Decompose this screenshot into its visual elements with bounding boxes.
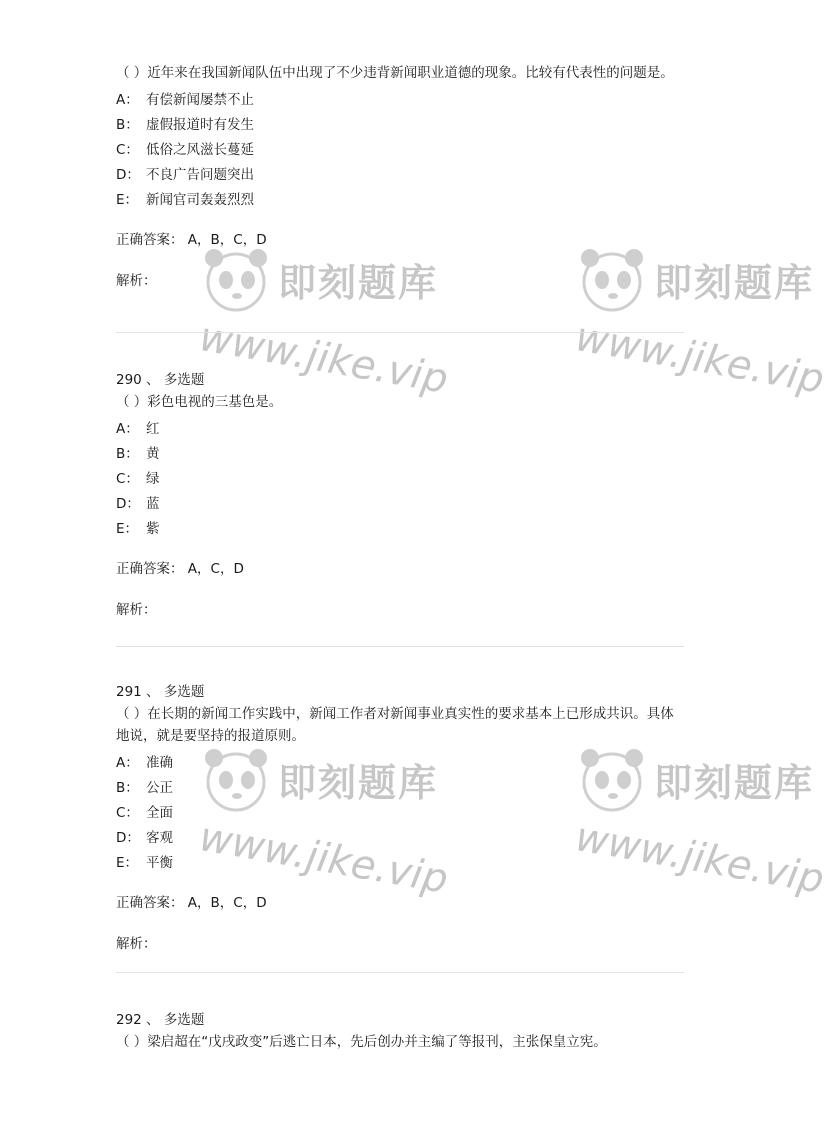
divider <box>116 972 684 973</box>
option-text: 有偿新闻屡禁不止 <box>146 92 254 108</box>
question-block-291 <box>116 681 684 954</box>
option-text: 红 <box>146 421 160 437</box>
option-c <box>116 801 684 826</box>
question-stem: （ ）近年来在我国新闻队伍中出现了不少违背新闻职业道德的现象。比较有代表性的问题是。 <box>116 65 674 81</box>
question-stem: （ ）梁启超在“戊戌政变”后逃亡日本，先后创办并主编了等报刊，主张保皇立宪。 <box>116 1034 607 1050</box>
option-d <box>116 826 684 851</box>
analysis-label: 解析： <box>116 936 157 952</box>
option-d <box>116 492 684 517</box>
option-c <box>116 138 684 163</box>
analysis-label: 解析： <box>116 602 157 618</box>
option-letter: B： <box>116 446 139 462</box>
option-letter: B： <box>116 780 139 796</box>
correct-answer: 正确答案： A，B，C，D <box>116 895 267 911</box>
option-text: 黄 <box>146 446 160 462</box>
option-letter: A： <box>116 755 139 771</box>
option-c <box>116 467 684 492</box>
option-text: 平衡 <box>146 855 173 871</box>
option-text: 不良广告问题突出 <box>146 167 254 183</box>
correct-answer: 正确答案： A，B，C，D <box>116 232 267 248</box>
watermark-brand: 即刻题库 <box>654 261 815 305</box>
question-block-prev <box>116 62 684 291</box>
question-stem: （ ）彩色电视的三基色是。 <box>116 394 283 410</box>
option-b <box>116 113 684 138</box>
option-letter: B： <box>116 117 139 133</box>
option-b <box>116 776 684 801</box>
watermark-brand: 即刻题库 <box>278 261 439 305</box>
option-a <box>116 417 684 442</box>
option-text: 蓝 <box>146 496 160 512</box>
option-letter: A： <box>116 421 139 437</box>
option-text: 新闻官司轰轰烈烈 <box>146 192 254 208</box>
option-letter: E： <box>116 192 139 208</box>
watermark-url: www.jike.vip <box>196 814 452 903</box>
option-b <box>116 442 684 467</box>
option-letter: A： <box>116 92 139 108</box>
option-letter: E： <box>116 855 139 871</box>
option-e <box>116 517 684 542</box>
option-text: 绿 <box>146 471 160 487</box>
option-letter: C： <box>116 805 139 821</box>
question-header: 292 、 多选题 <box>116 1012 205 1028</box>
option-text: 准确 <box>146 755 173 771</box>
divider <box>116 332 684 333</box>
question-stem: （ ）在长期的新闻工作实践中，新闻工作者对新闻事业真实性的要求基本上已形成共识。具体地说，就是要坚持的报道原则。 <box>116 706 674 744</box>
option-e <box>116 188 684 213</box>
option-text: 客观 <box>146 830 173 846</box>
watermark-url: www.jike.vip <box>196 314 452 403</box>
option-text: 全面 <box>146 805 173 821</box>
option-letter: E： <box>116 521 139 537</box>
question-block-290 <box>116 369 684 620</box>
option-e <box>116 851 684 876</box>
option-text: 低俗之风滋长蔓延 <box>146 142 254 158</box>
option-text: 虚假报道时有发生 <box>146 117 254 133</box>
divider <box>116 646 684 647</box>
correct-answer: 正确答案： A，C，D <box>116 561 244 577</box>
option-letter: D： <box>116 830 140 846</box>
watermark-brand: 即刻题库 <box>654 761 815 805</box>
watermark-brand: 即刻题库 <box>278 761 439 805</box>
watermark-url: www.jike.vip <box>572 814 827 903</box>
option-text: 紫 <box>146 521 160 537</box>
option-letter: D： <box>116 496 140 512</box>
option-a <box>116 751 684 776</box>
option-d <box>116 163 684 188</box>
option-text: 公正 <box>146 780 173 796</box>
option-letter: C： <box>116 142 139 158</box>
analysis-label: 解析： <box>116 273 157 289</box>
question-block-292 <box>116 1009 684 1053</box>
watermark-url: www.jike.vip <box>572 314 827 403</box>
question-header: 291 、 多选题 <box>116 684 205 700</box>
option-letter: D： <box>116 167 140 183</box>
question-header: 290 、 多选题 <box>116 372 205 388</box>
option-letter: C： <box>116 471 139 487</box>
option-a <box>116 88 684 113</box>
